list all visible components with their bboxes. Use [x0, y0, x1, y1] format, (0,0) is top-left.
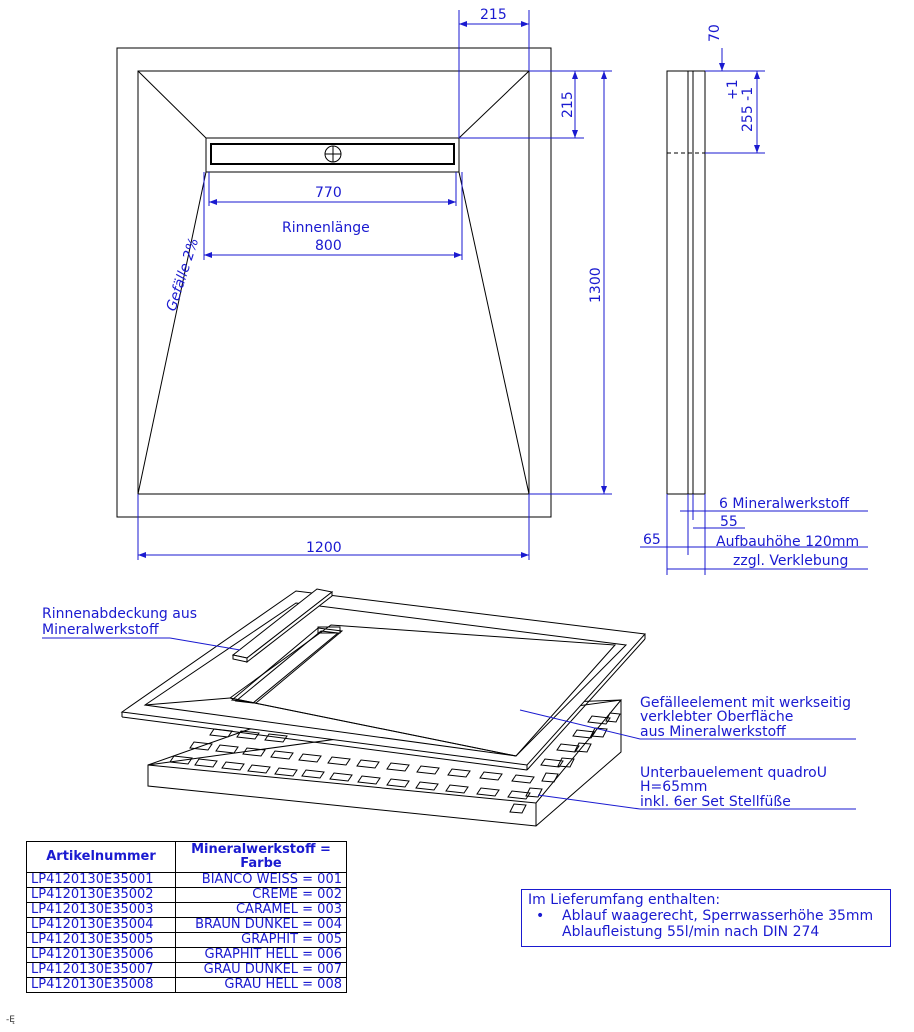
build-height-note: zzgl. Verklebung [733, 553, 849, 569]
article-number: LP4120130E35004 [27, 918, 176, 933]
table-row [27, 888, 347, 903]
dim-1200: 1200 [306, 540, 342, 556]
slope-label: Gefälle 2% [163, 235, 203, 314]
article-number: LP4120130E35001 [27, 873, 176, 888]
callout-base-2: H=65mm [640, 779, 708, 795]
plan-dimensions [138, 10, 612, 560]
header-material-line1: Mineralwerkstoff = [191, 842, 331, 857]
scope-title: Im Lieferumfang enthalten: [528, 892, 721, 908]
dim-plus1: +1 [725, 79, 741, 100]
table-row [27, 963, 347, 978]
color-code: CREME = 002 [176, 888, 347, 903]
article-number: LP4120130E35008 [27, 978, 176, 993]
table-row [27, 918, 347, 933]
dim-800: 800 [315, 238, 342, 254]
color-code: GRAU HELL = 008 [176, 978, 347, 993]
callout-base-1: Unterbauelement quadroU [640, 765, 827, 781]
article-number: LP4120130E35002 [27, 888, 176, 903]
color-code: GRAPHIT HELL = 006 [176, 948, 347, 963]
article-number: LP4120130E35007 [27, 963, 176, 978]
scope-item-continued [528, 924, 884, 940]
table-row [27, 903, 347, 918]
color-code: GRAU DUNKEL = 007 [176, 963, 347, 978]
callout-slope-1: Gefälleelement mit werkseitig [640, 695, 851, 711]
article-number: LP4120130E35003 [27, 903, 176, 918]
scope-item [528, 908, 884, 924]
table-row [27, 978, 347, 993]
table-row [27, 873, 347, 888]
dim-70: 70 [707, 24, 723, 42]
dim-1300: 1300 [588, 267, 604, 303]
dim-215-top: 215 [480, 7, 507, 23]
dim-215-right: 215 [560, 91, 576, 118]
layer-mineral-label: 6 Mineralwerkstoff [719, 496, 849, 512]
table-row [27, 948, 347, 963]
callout-cover-2: Mineralwerkstoff [42, 622, 159, 638]
color-code: GRAPHIT = 005 [176, 933, 347, 948]
callout-base-3: inkl. 6er Set Stellfüße [640, 794, 791, 810]
color-code: CARAMEL = 003 [176, 903, 347, 918]
table-header-row [27, 842, 347, 873]
side-view [667, 71, 705, 494]
header-material-line2: Farbe [240, 856, 282, 871]
dim-770: 770 [315, 185, 342, 201]
scope-line2: Ablaufleistung 55l/min nach DIN 274 [562, 924, 820, 940]
dim-55: 55 [720, 514, 738, 530]
color-code: BRAUN DUNKEL = 004 [176, 918, 347, 933]
scope-line1: Ablauf waagerecht, Sperrwasserhöhe 35mm [562, 908, 874, 924]
dim-65: 65 [643, 532, 661, 548]
callout-cover-1: Rinnenabdeckung aus [42, 606, 198, 622]
article-number: LP4120130E35005 [27, 933, 176, 948]
iso-view [122, 589, 645, 826]
build-height-label: Aufbauhöhe 120mm [716, 534, 860, 550]
table-row [27, 933, 347, 948]
header-article: Artikelnummer [27, 842, 176, 873]
corner-mark: -Ę [6, 1015, 15, 1025]
header-material [176, 842, 347, 873]
article-number: LP4120130E35006 [27, 948, 176, 963]
channel-length-label: Rinnenlänge [282, 220, 370, 236]
callout-slope-3: aus Mineralwerkstoff [640, 724, 786, 740]
article-table [26, 841, 347, 993]
bullet: • [536, 908, 545, 924]
color-code: BIANCO WEISS = 001 [176, 873, 347, 888]
delivery-scope-box [521, 889, 891, 947]
dim-255: 255 -1 [740, 86, 756, 132]
callout-slope-2: verklebter Oberfläche [640, 709, 794, 725]
